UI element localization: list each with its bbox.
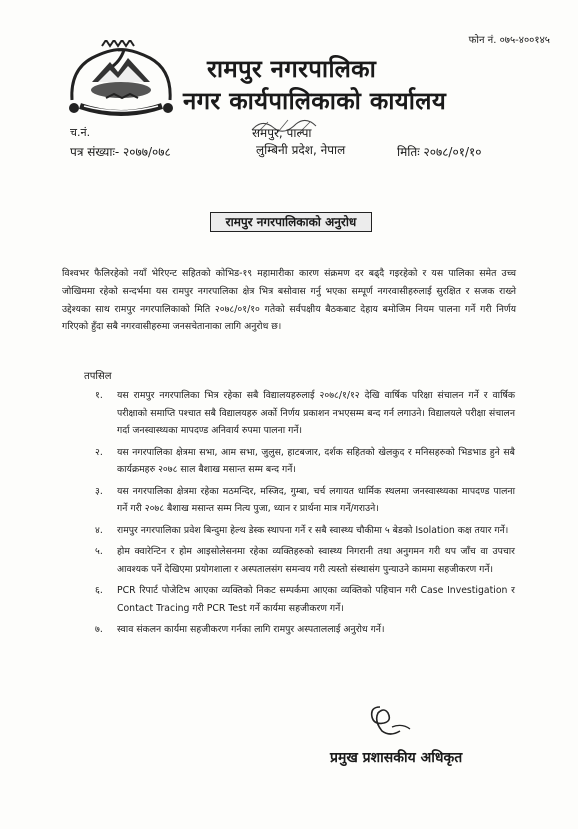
signature-icon bbox=[360, 703, 420, 739]
intro-paragraph: विश्वभर फैलिरहेको नयाँ भेरिएन्ट सहितको कोभिड-१९ महामारीका कारण संक्रमण दर बढ्दै गइरहेको र यस पालिका समेत उच्च जोखिममा रहेको सन्दर्भमा यस रामपुर नगरपालिका क्षेत्र भित्र बसोवास गर्नु भएका सम्पूर्ण नगरवासीहरुलाई सुरक्षित र सजक राख्ने उद्देश्यका साथ रामपुर नगरपालिकाको मिति २०७८/०१/१० गतेको सर्वपक्षीय बैठकबाट देहाय बमोजिम नियम पालना गर्ने गरी निर्णय गरिएको हुँदा सबै नगरवासीहरुमा जनसचेतानाका लागि अनुरोध छ। bbox=[62, 268, 516, 333]
nepal-emblem-icon bbox=[62, 40, 180, 122]
list-item bbox=[95, 522, 515, 540]
item-number: ३. bbox=[95, 485, 103, 497]
address-line-1: रामपुर, पाल्पा bbox=[252, 126, 312, 140]
list-item bbox=[95, 582, 515, 617]
list-item bbox=[95, 483, 515, 518]
item-text: यस नगरपालिका क्षेत्रमा सभा, आम सभा, जुलुस, हाटबजार, दर्शक सहितको खेलकुद र मनिसहरुको भिडभाड हुने सबै कार्यक्रमहरु २०७८ साल बैशाख मसान्त सम्म बन्द गर्ने। bbox=[117, 446, 515, 475]
item-text: रामपुर नगरपालिका प्रवेश बिन्दुमा हेल्थ डेस्क स्थापना गर्ने र सबै स्वास्थ्य चौकीमा ५ बेडको Isolation कक्ष तयार गर्ने। bbox=[117, 524, 509, 536]
designation: प्रमुख प्रशासकीय अधिकृत bbox=[330, 750, 463, 766]
patra-sankhya: पत्र संख्याः- २०७७/०७८ bbox=[70, 145, 171, 159]
office-subtitle: नगर कार्यपालिकाको कार्यालय bbox=[183, 87, 447, 115]
item-text: होम क्वारेन्टिन र होम आइसोलेसनमा रहेका व्यक्तिहरुको स्वास्थ्य निगरानी तथा अनुगमन गरी थप जाँच वा उपचार आवश्यक पर्ने देखिएमा प्रयोगशाला र अस्पतालसंग समन्वय गरी त्यस्तो संस्थासंग पुन्याउने काममा सहजीकरण गर्ने। bbox=[117, 546, 515, 575]
item-number: ६. bbox=[95, 585, 103, 596]
office-name: रामपुर नगरपालिका bbox=[207, 55, 377, 83]
phone-number: फोन नं. ०७५-४००१४५ bbox=[468, 35, 550, 46]
date: मितिः २०७८/०१/१० bbox=[397, 145, 482, 159]
item-number: ७. bbox=[95, 624, 103, 635]
item-number: ५. bbox=[95, 546, 103, 557]
item-number: ४. bbox=[95, 524, 103, 536]
cha-na-label: च.नं. bbox=[70, 126, 91, 139]
item-text: स्वाव संकलन कार्यमा सहजीकरण गर्नका लागि रामपुर अस्पताललाई अनुरोध गर्ने। bbox=[117, 624, 385, 635]
items-list bbox=[95, 387, 515, 643]
list-item bbox=[95, 444, 515, 479]
item-text: यस नगरपालिका क्षेत्रमा रहेका मठमन्दिर, मस्जिद, गुम्बा, चर्च लगायत धार्मिक स्थलमा जनस्वास्थ्यका मापदण्ड पालना गर्ने गरी २०७८ बैशाख मसान्त सम्म नित्य पुजा, ध्यान र प्रार्थना मात्र गर्ने/गराउने। bbox=[117, 485, 515, 514]
notice-title: रामपुर नगरपालिकाको अनुरोध bbox=[210, 212, 372, 232]
item-number: १. bbox=[95, 390, 103, 401]
item-text: PCR रिपार्ट पोजेटिभ आएका व्यक्तिको निकट सम्पर्कमा आएका व्यक्तिको पहिचान गरी Case Investigation र Contact Tracing गरी PCR Test गर्ने कार्यमा सहजीकरण गर्ने। bbox=[117, 585, 515, 614]
list-item bbox=[95, 387, 515, 440]
list-item bbox=[95, 621, 515, 639]
tapasil-label: तपसिल bbox=[84, 371, 112, 382]
item-text: यस रामपुर नगरपालिका भित्र रहेका सबै विद्यालयहरुलाई २०७८/१/१२ देखि वार्षिक परिक्षा संचालन गर्ने र वार्षिक परीक्षाको समाप्ति पश्चात सबै विद्यालयहरु अर्को निर्णय प्रकाशन नभएसम्म बन्द गर्न लगाउने। विद्यालयले परीक्षा संचालन गर्दा जनस्वास्थ्यका मापदण्ड अनिवार्य रुपमा पालना गर्ने। bbox=[117, 390, 515, 436]
address-line-2: लुम्बिनी प्रदेश, नेपाल bbox=[256, 143, 346, 157]
item-number: २. bbox=[95, 446, 103, 458]
list-item bbox=[95, 543, 515, 578]
